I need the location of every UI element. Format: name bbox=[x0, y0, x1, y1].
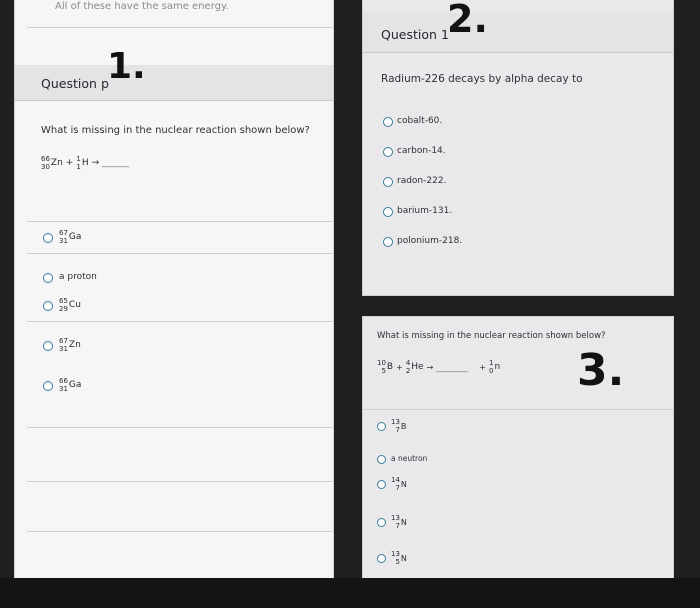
element-symbol: He bbox=[411, 362, 424, 372]
radio-button[interactable] bbox=[43, 301, 53, 311]
atomic-number: 7 bbox=[395, 426, 400, 434]
question-1-option-4[interactable] bbox=[43, 337, 243, 357]
element-symbol: Zn bbox=[50, 158, 63, 168]
element-symbol: Zn bbox=[68, 340, 81, 350]
radio-button[interactable] bbox=[43, 273, 53, 283]
radio-button[interactable] bbox=[377, 455, 386, 464]
radio-button[interactable] bbox=[383, 207, 393, 217]
radio-button[interactable] bbox=[43, 341, 53, 351]
neutron-nuclide bbox=[489, 359, 500, 375]
atomic-number: 31 bbox=[59, 345, 68, 353]
atomic-number: 31 bbox=[59, 385, 68, 393]
question-2-option-4[interactable] bbox=[383, 205, 583, 221]
option-label: cobalt-60. bbox=[397, 116, 443, 126]
question-1-prompt: What is missing in the nuclear reaction shown below? bbox=[41, 125, 310, 136]
mass-number: 10 bbox=[377, 359, 386, 367]
mass-number: 1 bbox=[489, 359, 494, 367]
zn-66-nuclide bbox=[41, 155, 63, 171]
plus-sign: + bbox=[65, 158, 74, 168]
radio-button[interactable] bbox=[383, 147, 393, 157]
atomic-number: 1 bbox=[76, 163, 81, 171]
option-label: carbon-14. bbox=[397, 146, 446, 156]
question-2-card bbox=[362, 0, 674, 296]
question-2-option-3[interactable] bbox=[383, 175, 583, 191]
arrow-icon: → bbox=[91, 158, 100, 168]
question-3-equation bbox=[377, 359, 500, 375]
divider bbox=[27, 531, 333, 532]
he-4-nuclide bbox=[406, 359, 424, 375]
atomic-number: 29 bbox=[59, 305, 68, 313]
element-symbol: Ga bbox=[68, 232, 82, 242]
b-10-nuclide bbox=[377, 359, 393, 375]
question-3-marker: 3. bbox=[577, 345, 625, 396]
radio-button[interactable] bbox=[377, 480, 386, 489]
atomic-number: 5 bbox=[395, 558, 400, 566]
option-nuclide bbox=[391, 476, 407, 492]
question-2-option-5[interactable] bbox=[383, 235, 583, 251]
element-symbol: Ga bbox=[68, 380, 82, 390]
option-nuclide bbox=[391, 514, 407, 530]
mass-number: 66 bbox=[59, 377, 68, 385]
radio-button[interactable] bbox=[383, 177, 393, 187]
mass-number: 13 bbox=[391, 418, 400, 426]
atomic-number: 5 bbox=[381, 367, 386, 375]
element-symbol: N bbox=[400, 479, 407, 489]
top-banner-text: All of these have the same energy. bbox=[55, 1, 229, 12]
divider bbox=[27, 427, 333, 428]
radio-button[interactable] bbox=[43, 381, 53, 391]
question-1-option-5[interactable] bbox=[43, 377, 243, 397]
radio-button[interactable] bbox=[377, 518, 386, 527]
mass-number: 13 bbox=[391, 550, 400, 558]
mass-number: 67 bbox=[59, 229, 68, 237]
plus-sign: + bbox=[396, 362, 403, 372]
question-1-option-3[interactable] bbox=[43, 297, 243, 317]
answer-blank: ________ bbox=[436, 362, 469, 372]
option-nuclide bbox=[59, 229, 81, 245]
question-3-option-3[interactable] bbox=[377, 475, 577, 495]
question-1-label: Question bbox=[41, 76, 97, 91]
option-nuclide bbox=[59, 377, 81, 393]
mass-number: 4 bbox=[405, 359, 411, 367]
divider bbox=[27, 481, 333, 482]
atomic-number: 31 bbox=[59, 237, 68, 245]
radio-button[interactable] bbox=[383, 117, 393, 127]
option-label: a proton bbox=[59, 272, 97, 282]
atomic-number: 7 bbox=[395, 484, 400, 492]
question-2-prompt: Radium-226 decays by alpha decay to bbox=[381, 73, 583, 85]
question-1-card bbox=[14, 0, 334, 582]
question-3-option-2[interactable] bbox=[377, 453, 577, 467]
question-2-label: Question bbox=[381, 27, 437, 42]
mass-number: 13 bbox=[391, 514, 400, 522]
option-nuclide bbox=[59, 337, 81, 353]
divider bbox=[363, 409, 673, 410]
element-symbol: Cu bbox=[68, 300, 81, 310]
mass-number: 14 bbox=[391, 476, 400, 484]
divider bbox=[27, 27, 333, 28]
question-1-marker: 1. bbox=[107, 46, 146, 87]
element-symbol: B bbox=[386, 362, 394, 372]
atomic-number: 30 bbox=[41, 163, 50, 171]
option-label: polonium-218. bbox=[397, 236, 463, 246]
question-2-label-suffix: 1 bbox=[441, 27, 449, 42]
mass-number: 1 bbox=[76, 155, 81, 163]
divider bbox=[27, 221, 333, 222]
question-2-option-1[interactable] bbox=[383, 115, 583, 131]
element-symbol: H bbox=[81, 158, 89, 168]
answer-blank: ______ bbox=[102, 158, 130, 168]
question-2-option-2[interactable] bbox=[383, 145, 583, 161]
question-1-label-suffix: p bbox=[101, 76, 109, 91]
plus-sign: + bbox=[479, 362, 486, 372]
question-1-option-2[interactable] bbox=[43, 271, 243, 287]
element-symbol: N bbox=[400, 517, 407, 527]
divider bbox=[27, 253, 333, 254]
question-1-option-1[interactable] bbox=[43, 229, 243, 249]
radio-button[interactable] bbox=[377, 422, 386, 431]
arrow-icon: → bbox=[426, 362, 434, 372]
question-3-option-5[interactable] bbox=[377, 549, 577, 569]
radio-button[interactable] bbox=[383, 237, 393, 247]
question-3-option-4[interactable] bbox=[377, 513, 577, 533]
atomic-number: 0 bbox=[489, 367, 494, 375]
mass-number: 67 bbox=[59, 337, 68, 345]
element-symbol: N bbox=[400, 553, 407, 563]
option-label: radon-222. bbox=[397, 176, 447, 186]
screen-bezel bbox=[0, 578, 700, 608]
option-nuclide bbox=[391, 550, 407, 566]
radio-button[interactable] bbox=[43, 233, 53, 243]
divider bbox=[27, 321, 333, 322]
question-3-card bbox=[362, 316, 674, 582]
mass-number: 65 bbox=[59, 297, 68, 305]
option-nuclide bbox=[59, 297, 81, 313]
atomic-number: 2 bbox=[405, 367, 411, 375]
question-3-option-1[interactable] bbox=[377, 417, 577, 437]
option-label: barium-131. bbox=[397, 206, 453, 216]
question-2-marker: 2. bbox=[447, 0, 488, 41]
element-symbol: n bbox=[494, 362, 501, 372]
atomic-number: 7 bbox=[395, 522, 400, 530]
question-3-prompt: What is missing in the nuclear reaction shown below? bbox=[377, 331, 606, 341]
option-nuclide bbox=[391, 418, 406, 434]
element-symbol: B bbox=[400, 421, 407, 431]
mass-number: 66 bbox=[41, 155, 50, 163]
option-label: a neutron bbox=[391, 454, 428, 463]
question-1-equation bbox=[41, 155, 129, 171]
h-1-nuclide bbox=[76, 155, 88, 171]
radio-button[interactable] bbox=[377, 554, 386, 563]
